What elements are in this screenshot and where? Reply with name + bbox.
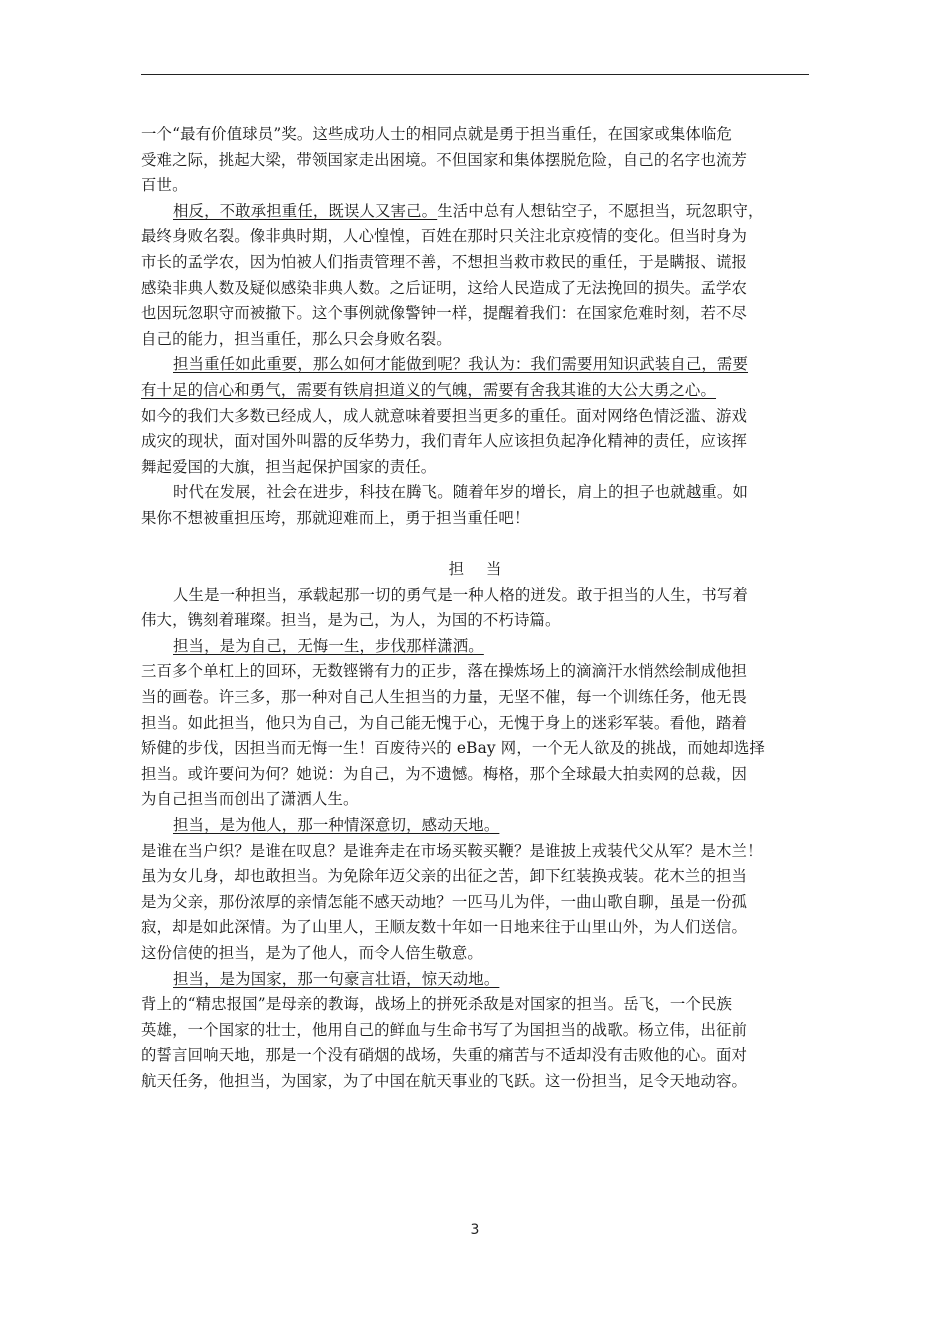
paragraph-line: [141, 327, 809, 353]
paragraph-line: [141, 762, 809, 788]
line-text: 感染非典人数及疑似感染非典人数。之后证明，这给人民造成了无法挽回的损失。孟学农: [141, 278, 748, 297]
paragraph-line: [141, 276, 809, 302]
paragraph-line: [141, 199, 809, 225]
line-text: 也因玩忽职守而被撤下。这个事例就像警钟一样，提醒着我们：在国家危难时刻，若不尽: [141, 304, 748, 323]
paragraph-line: [141, 839, 809, 865]
paragraph-line: [141, 352, 809, 378]
paragraph-line: [141, 711, 809, 737]
paragraph-line: [141, 301, 809, 327]
paragraph-line: [141, 480, 809, 506]
paragraph-line: [141, 455, 809, 481]
line-text: 受难之际，挑起大梁，带领国家走出困境。不但国家和集体摆脱危险，自己的名字也流芳: [141, 150, 748, 169]
underlined-text: 担当，是为他人，那一种情深意切，感动天地。: [173, 816, 500, 835]
line-text: 舞起爱国的大旗，担当起保护国家的责任。: [141, 457, 437, 476]
paragraph-line: [141, 890, 809, 916]
paragraph-line: [141, 1043, 809, 1069]
line-text: 一个“最有价值球员”奖。这些成功人士的相同点就是勇于担当重任，在国家或集体临危: [141, 125, 733, 143]
paragraph-line: [141, 583, 809, 609]
line-text: 市长的孟学农，因为怕被人们指责管理不善，不想担当救市救民的重任，于是瞒报、谎报: [141, 252, 748, 271]
paragraph-line: [141, 429, 809, 455]
paragraph-line: [141, 1018, 809, 1044]
section-title: 担当: [448, 560, 524, 579]
paragraph-line: [141, 941, 809, 967]
paragraph-line: [141, 915, 809, 941]
blank-line: [141, 532, 809, 558]
paragraph-line: [141, 736, 809, 762]
paragraph-line: [141, 148, 809, 174]
paragraph-line: [141, 224, 809, 250]
paragraph-line: [141, 634, 809, 660]
line-text: 人生是一种担当，承载起那一切的勇气是一种人格的迸发。敢于担当的人生，书写着: [173, 585, 749, 604]
underlined-text: 有十足的信心和勇气，需要有铁肩担道义的气魄，需要有舍我其谁的大公大勇之心。: [141, 380, 717, 399]
paragraph-line: [141, 967, 809, 993]
text-segment: 生活中总有人想钻空子，不愿担当，玩忽职守，: [437, 201, 764, 220]
paragraph-line: [141, 864, 809, 890]
line-text: 担当。或许要问为何？她说：为自己，为不遗憾。梅格，那个全球最大拍卖网的总裁，因: [141, 764, 748, 783]
line-text: 自己的能力，担当重任，那么只会身败名裂。: [141, 329, 452, 348]
line-text: 矫健的步伐，因担当而无悔一生！百废待兴的 eBay 网，一个无人欲及的挑战，而她却选择: [141, 739, 765, 758]
paragraph-line: [141, 608, 809, 634]
line-text: 是谁在当户织？是谁在叹息？是谁奔走在市场买鞍买鞭？是谁披上戎装代父从军？是木兰！: [141, 841, 763, 860]
underlined-text: 担当重任如此重要，那么如何才能做到呢？我认为：我们需要用知识武装自己，需要: [173, 355, 749, 374]
line-text: 这份信使的担当，是为了他人，而令人倍生敬意。: [141, 944, 483, 962]
line-text: 时代在发展，社会在进步，科技在腾飞。随着年岁的增长，肩上的担子也就越重。如: [173, 483, 749, 502]
paragraph-line: [141, 250, 809, 276]
line-text: 百世。: [141, 176, 188, 195]
line-text: 果你不想被重担压垮，那就迎难而上，勇于担当重任吧！: [141, 508, 530, 527]
paragraph-line: [141, 122, 809, 148]
line-text: 是为父亲，那份浓厚的亲情怎能不感天动地？一匹马儿为伴，一曲山歌自聊，虽是一份孤: [141, 892, 748, 911]
line-text: 背上的“精忠报国”是母亲的教诲，战场上的拼死杀敌是对国家的担当。岳飞，一个民族: [141, 995, 733, 1014]
underlined-text: 相反，不敢承担重任，既误人又害己。: [173, 201, 438, 220]
line-text: 成灾的现状，面对国外叫嚣的反华势力，我们青年人应该担负起净化精神的责任，应该挥: [141, 432, 748, 451]
paragraph-line: [141, 787, 809, 813]
paragraph-line: [141, 685, 809, 711]
paragraph-line: [141, 173, 809, 199]
underlined-text: 担当，是为自己，无悔一生，步伐那样潇洒。: [173, 636, 484, 655]
line-text: 虽为女儿身，却也敢担当。为免除年迈父亲的出征之苦，卸下红装换戎装。花木兰的担当: [141, 867, 748, 886]
line-text: 担当。如此担当，他只为自己，为自己能无愧于心，无愧于身上的迷彩军装。看他，踏着: [141, 713, 748, 732]
header-rule: [141, 74, 809, 75]
paragraph-line: [141, 404, 809, 430]
line-text: 最终身败名裂。像非典时期，人心惶惶，百姓在那时只关注北京疫情的变化。但当时身为: [141, 227, 748, 246]
line-text: 如今的我们大多数已经成人，成人就意味着要担当更多的重任。面对网络色情泛滥、游戏: [141, 406, 748, 425]
page-number: 3: [470, 1222, 480, 1238]
line-text: 航天任务，他担当，为国家，为了中国在航天事业的飞跃。这一份担当，足令天地动容。: [141, 1071, 748, 1090]
paragraph-line: [141, 378, 809, 404]
line-text: 当的画卷。许三多，那一种对自己人生担当的力量，无坚不催，每一个训练任务，他无畏: [141, 688, 748, 707]
line-text: 为自己担当而创出了潇洒人生。: [141, 790, 359, 809]
paragraph-line: [141, 659, 809, 685]
underlined-text: 担当，是为国家，那一句豪言壮语，惊天动地。: [173, 969, 500, 988]
line-text: 三百多个单杠上的回环，无数铿锵有力的正步，落在操炼场上的滴滴汗水悄然绘制成他担: [141, 662, 748, 681]
document-body: [141, 122, 809, 1095]
paragraph-line: [141, 506, 809, 532]
line-text: 寂，却是如此深情。为了山里人，王顺友数十年如一日地来往于山里山外，为人们送信。: [141, 918, 748, 937]
line-text: 英雄，一个国家的壮士，他用自己的鲜血与生命书写了为国担当的战歌。杨立伟，出征前: [141, 1020, 748, 1039]
paragraph-line: [141, 992, 809, 1018]
paragraph-line: [141, 1069, 809, 1095]
line-text: 的誓言回响天地，那是一个没有硝烟的战场，失重的痛苦与不适却没有击败他的心。面对: [141, 1046, 748, 1065]
paragraph-line: [141, 813, 809, 839]
line-text: 伟大，镌刻着璀璨。担当，是为己，为人，为国的不朽诗篇。: [141, 611, 561, 630]
